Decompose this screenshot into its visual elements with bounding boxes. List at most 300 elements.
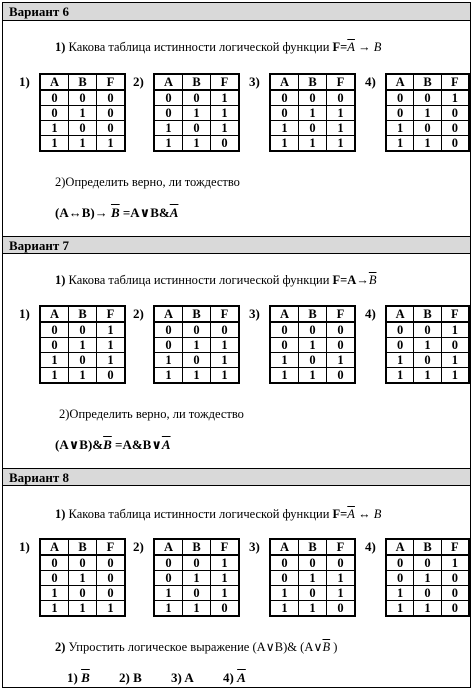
truth-table-cell: 0 xyxy=(154,106,183,121)
truth-table-cell: 1 xyxy=(386,586,414,601)
truth-table xyxy=(385,538,470,617)
truth-table-cell: 0 xyxy=(441,601,469,617)
truth-table-cell: 1 xyxy=(154,136,183,152)
v6-formula-over2: $\overline{A}$ xyxy=(169,205,179,220)
truth-table-cell: 0 xyxy=(211,601,240,617)
v8-question-1 xyxy=(55,507,381,522)
truth-table-cell: 1 xyxy=(40,601,69,617)
truth-table-cell: 0 xyxy=(270,322,299,338)
truth-table-cell: 1 xyxy=(211,571,240,586)
v6-q1-number: 1) xyxy=(55,40,66,54)
truth-table-row xyxy=(386,136,469,152)
truth-table-cell: 0 xyxy=(270,338,299,353)
truth-table-cell: 1 xyxy=(97,136,126,152)
truth-table-row xyxy=(270,106,355,121)
truth-table-header-cell: B xyxy=(183,306,211,322)
truth-table-cell: 1 xyxy=(154,601,183,617)
v8-answer-3: 3) A xyxy=(171,670,194,685)
truth-table-label: 1) xyxy=(19,74,30,89)
truth-table-cell: 1 xyxy=(154,121,183,136)
truth-table-header-row xyxy=(270,306,355,322)
truth-table-cell: 0 xyxy=(299,322,327,338)
truth-table-row xyxy=(40,586,125,601)
truth-table-row xyxy=(154,586,239,601)
truth-table-cell: 1 xyxy=(154,353,183,368)
truth-table-label: 1) xyxy=(19,306,30,321)
truth-table-cell: 0 xyxy=(441,338,469,353)
truth-table-label: 2) xyxy=(133,539,144,554)
truth-table-cell: 0 xyxy=(69,90,97,106)
truth-table-header-cell: B xyxy=(299,306,327,322)
truth-table-row xyxy=(386,121,469,136)
truth-table-cell: 1 xyxy=(40,121,69,136)
truth-table-cell: 0 xyxy=(299,353,327,368)
v7-question-1 xyxy=(55,273,376,288)
truth-table-cell: 1 xyxy=(69,106,97,121)
v6-q1-func-op: → xyxy=(354,40,374,54)
truth-table-label: 3) xyxy=(249,74,260,89)
truth-table-cell: 1 xyxy=(441,353,469,368)
v8-answer-4: 4) $\overline{A}$ xyxy=(223,670,246,685)
truth-table xyxy=(269,305,356,384)
truth-table-cell: 1 xyxy=(211,368,240,384)
truth-table-cell: 0 xyxy=(414,322,441,338)
truth-table-row xyxy=(40,555,125,571)
truth-table-row xyxy=(270,136,355,152)
truth-table-cell: 0 xyxy=(441,106,469,121)
v6-formula-over1: $\overline{B}$ xyxy=(110,205,120,220)
truth-table-row xyxy=(154,353,239,368)
truth-table-row xyxy=(386,571,469,586)
truth-table-cell: 0 xyxy=(327,601,356,617)
v7-identity-formula xyxy=(55,437,171,453)
truth-table-cell: 0 xyxy=(414,353,441,368)
truth-table-cell: 1 xyxy=(441,90,469,106)
truth-table-header-row xyxy=(154,306,239,322)
v8-q2-tail: ) xyxy=(330,640,338,654)
v8-answer-2: 2) B xyxy=(119,670,142,685)
truth-table-cell: 1 xyxy=(299,571,327,586)
truth-table-row xyxy=(40,353,125,368)
truth-table-cell: 0 xyxy=(327,368,356,384)
truth-table-cell: 0 xyxy=(414,90,441,106)
truth-table-cell: 1 xyxy=(327,571,356,586)
truth-table-cell: 1 xyxy=(211,353,240,368)
truth-table xyxy=(39,305,126,384)
truth-table-cell: 0 xyxy=(386,90,414,106)
truth-table-cell: 1 xyxy=(97,322,126,338)
truth-table-cell: 1 xyxy=(414,338,441,353)
v8-q1-number: 1) xyxy=(55,507,66,521)
truth-table-cell: 0 xyxy=(183,555,211,571)
v7-question-2: 2)Определить верно, ли тождество xyxy=(59,407,244,421)
truth-table-row xyxy=(40,106,125,121)
truth-table-row xyxy=(154,368,239,384)
v8-q2-number: 2) xyxy=(55,640,66,654)
truth-table-cell: 1 xyxy=(327,106,356,121)
v6-formula-mid: =A∨B& xyxy=(119,205,170,220)
truth-table-cell: 1 xyxy=(211,106,240,121)
truth-table-row xyxy=(40,571,125,586)
truth-table xyxy=(39,538,126,617)
truth-table-cell: 0 xyxy=(154,555,183,571)
truth-table-header-cell: A xyxy=(386,306,414,322)
truth-table-header-cell: F xyxy=(97,74,126,90)
truth-table-row xyxy=(386,322,469,338)
truth-table-row xyxy=(154,338,239,353)
truth-table-cell: 0 xyxy=(183,322,211,338)
truth-table-cell: 1 xyxy=(441,368,469,384)
v8-q1-text: Какова таблица истинности логической функции xyxy=(65,507,333,521)
truth-table-header-row xyxy=(40,74,125,90)
truth-table-cell: 1 xyxy=(40,586,69,601)
truth-table-cell: 1 xyxy=(69,571,97,586)
truth-table-cell: 0 xyxy=(183,353,211,368)
truth-table-cell: 1 xyxy=(327,136,356,152)
truth-table-cell: 0 xyxy=(270,106,299,121)
truth-table xyxy=(385,305,470,384)
v8-q1-func-tail: B xyxy=(373,507,382,521)
truth-table-header-cell: A xyxy=(154,539,183,555)
truth-table-header-cell: B xyxy=(69,306,97,322)
truth-table-cell: 1 xyxy=(211,90,240,106)
truth-table-cell: 1 xyxy=(299,106,327,121)
truth-table-label: 3) xyxy=(249,306,260,321)
truth-table-cell: 1 xyxy=(386,601,414,617)
truth-table-row xyxy=(40,322,125,338)
truth-table-cell: 0 xyxy=(40,90,69,106)
truth-table-cell: 0 xyxy=(40,555,69,571)
truth-table-cell: 0 xyxy=(270,555,299,571)
truth-table-header-cell: F xyxy=(211,306,240,322)
truth-table-cell: 0 xyxy=(154,90,183,106)
truth-table-cell: 0 xyxy=(97,90,126,106)
truth-table-row xyxy=(40,338,125,353)
truth-table-cell: 0 xyxy=(97,555,126,571)
truth-table-cell: 0 xyxy=(69,322,97,338)
truth-table-header-cell: B xyxy=(69,539,97,555)
truth-table-header-row xyxy=(154,539,239,555)
truth-table-label: 2) xyxy=(133,306,144,321)
truth-table-row xyxy=(270,586,355,601)
truth-table-label: 4) xyxy=(365,306,376,321)
truth-table-cell: 1 xyxy=(299,338,327,353)
truth-table-cell: 0 xyxy=(386,571,414,586)
truth-table-cell: 1 xyxy=(327,353,356,368)
truth-table-cell: 0 xyxy=(327,90,356,106)
truth-table-cell: 1 xyxy=(183,601,211,617)
truth-table-row xyxy=(154,601,239,617)
truth-table-cell: 0 xyxy=(183,121,211,136)
v7-formula-mid: =A&B∨ xyxy=(111,437,162,452)
truth-table-header-row xyxy=(386,306,469,322)
truth-table-cell: 1 xyxy=(270,353,299,368)
truth-table-header-cell: F xyxy=(327,74,356,90)
truth-table-cell: 1 xyxy=(211,586,240,601)
truth-table-cell: 0 xyxy=(97,586,126,601)
truth-table-cell: 0 xyxy=(211,322,240,338)
truth-table-cell: 0 xyxy=(40,322,69,338)
truth-table-cell: 1 xyxy=(69,338,97,353)
truth-table-header-row xyxy=(270,539,355,555)
variant-6-header: Вариант 6 xyxy=(3,3,470,21)
truth-table-header-cell: B xyxy=(299,539,327,555)
v6-q1-func-tail: B xyxy=(373,40,382,54)
truth-table-header-row xyxy=(40,539,125,555)
truth-table-row xyxy=(154,571,239,586)
v7-formula-over1: $\overline{B}$ xyxy=(103,437,112,452)
truth-table-cell: 0 xyxy=(386,338,414,353)
v6-identity-formula xyxy=(55,205,178,221)
v8-q1-func-overline: $\overline{A}$ xyxy=(347,507,355,521)
truth-table-row xyxy=(386,353,469,368)
truth-table-row xyxy=(270,368,355,384)
truth-table-cell: 1 xyxy=(386,136,414,152)
truth-table-cell: 1 xyxy=(40,353,69,368)
truth-table-row xyxy=(270,322,355,338)
truth-table-header-cell: F xyxy=(327,306,356,322)
truth-table-cell: 1 xyxy=(414,106,441,121)
truth-table-row xyxy=(386,555,469,571)
truth-table-cell: 0 xyxy=(441,121,469,136)
truth-table-cell: 0 xyxy=(40,338,69,353)
truth-table-cell: 0 xyxy=(270,90,299,106)
truth-table-cell: 0 xyxy=(299,555,327,571)
truth-table-cell: 0 xyxy=(441,586,469,601)
truth-table-cell: 1 xyxy=(270,601,299,617)
truth-table-cell: 0 xyxy=(69,353,97,368)
truth-table-row xyxy=(270,571,355,586)
truth-table-header-cell: B xyxy=(183,539,211,555)
truth-table-row xyxy=(154,121,239,136)
truth-table xyxy=(39,73,126,152)
truth-table-cell: 0 xyxy=(69,555,97,571)
truth-table-cell: 0 xyxy=(183,586,211,601)
truth-table-cell: 1 xyxy=(183,338,211,353)
truth-table-cell: 1 xyxy=(441,555,469,571)
truth-table-header-cell: A xyxy=(154,306,183,322)
truth-table-label: 4) xyxy=(365,74,376,89)
truth-table-header-cell: A xyxy=(40,74,69,90)
truth-table-cell: 1 xyxy=(183,106,211,121)
truth-table-header-cell: B xyxy=(69,74,97,90)
truth-table-cell: 1 xyxy=(327,586,356,601)
truth-table-header-cell: A xyxy=(40,306,69,322)
truth-table-header-row xyxy=(40,306,125,322)
truth-table xyxy=(153,538,240,617)
truth-table-cell: 1 xyxy=(386,353,414,368)
truth-table-row xyxy=(154,106,239,121)
v8-answer-options xyxy=(67,670,272,686)
v8-q1-func-prefix: F= xyxy=(332,507,348,521)
truth-table-cell: 0 xyxy=(154,338,183,353)
truth-table-cell: 0 xyxy=(97,368,126,384)
truth-table-cell: 0 xyxy=(154,322,183,338)
truth-table-row xyxy=(270,601,355,617)
truth-table-cell: 0 xyxy=(327,338,356,353)
truth-table xyxy=(385,73,470,152)
truth-table xyxy=(269,73,356,152)
truth-table-header-cell: A xyxy=(270,539,299,555)
variant-8-header: Вариант 8 xyxy=(3,468,470,486)
v6-q1-func-prefix: F= xyxy=(332,40,348,54)
truth-table-row xyxy=(270,121,355,136)
v7-q1-func-prefix: F=A→ xyxy=(332,273,369,287)
truth-table-cell: 0 xyxy=(441,136,469,152)
truth-table-cell: 0 xyxy=(327,555,356,571)
truth-table xyxy=(153,73,240,152)
v6-question-2: 2)Определить верно, ли тождество xyxy=(55,175,240,189)
truth-table-row xyxy=(270,338,355,353)
truth-table-cell: 0 xyxy=(414,121,441,136)
v7-q1-text: Какова таблица истинности логической функции xyxy=(65,273,333,287)
truth-table-cell: 0 xyxy=(386,106,414,121)
truth-table-row xyxy=(154,322,239,338)
v6-q1-text: Какова таблица истинности логической функции xyxy=(65,40,333,54)
truth-table-cell: 1 xyxy=(386,368,414,384)
truth-table-cell: 1 xyxy=(211,338,240,353)
truth-table-header-cell: A xyxy=(270,74,299,90)
truth-table-header-cell: B xyxy=(299,74,327,90)
truth-table-cell: 0 xyxy=(40,571,69,586)
truth-table-header-cell: F xyxy=(441,539,469,555)
truth-table-header-cell: A xyxy=(154,74,183,90)
truth-table-cell: 1 xyxy=(40,368,69,384)
truth-table-cell: 1 xyxy=(414,601,441,617)
truth-table-header-cell: B xyxy=(183,74,211,90)
v8-q1-func-op: ↔ xyxy=(354,507,374,521)
v8-question-2 xyxy=(55,639,337,655)
truth-table-header-cell: B xyxy=(414,539,441,555)
truth-table-row xyxy=(40,136,125,152)
truth-table-row xyxy=(386,601,469,617)
truth-table-cell: 0 xyxy=(97,121,126,136)
truth-table-cell: 0 xyxy=(299,121,327,136)
truth-table-header-row xyxy=(386,74,469,90)
truth-table-cell: 0 xyxy=(441,571,469,586)
v8-q2-text: Упростить логическое выражение (A∨B)& (A∨ xyxy=(65,640,323,654)
truth-table-cell: 1 xyxy=(270,586,299,601)
truth-table-cell: 1 xyxy=(386,121,414,136)
truth-table-row xyxy=(270,555,355,571)
truth-table-header-cell: B xyxy=(414,74,441,90)
truth-table-header-cell: F xyxy=(97,539,126,555)
truth-table-cell: 1 xyxy=(69,368,97,384)
truth-table-cell: 0 xyxy=(386,555,414,571)
truth-table-row xyxy=(154,136,239,152)
truth-table-cell: 1 xyxy=(154,368,183,384)
truth-table-label: 4) xyxy=(365,539,376,554)
truth-table-header-cell: F xyxy=(327,539,356,555)
truth-table-cell: 1 xyxy=(270,368,299,384)
truth-table-label: 3) xyxy=(249,539,260,554)
truth-table-cell: 0 xyxy=(270,571,299,586)
truth-table-row xyxy=(386,106,469,121)
truth-table-cell: 1 xyxy=(299,601,327,617)
truth-table-header-row xyxy=(270,74,355,90)
truth-table-cell: 0 xyxy=(69,121,97,136)
truth-table-cell: 0 xyxy=(414,555,441,571)
truth-table-row xyxy=(386,90,469,106)
truth-table-cell: 1 xyxy=(97,338,126,353)
v7-formula-pre: (A∨B)& xyxy=(55,437,104,452)
truth-table-row xyxy=(154,90,239,106)
v7-formula-over2: $\overline{A}$ xyxy=(161,437,171,452)
truth-table-label: 1) xyxy=(19,539,30,554)
truth-table xyxy=(153,305,240,384)
truth-table-header-cell: F xyxy=(441,74,469,90)
truth-table-cell: 0 xyxy=(414,586,441,601)
truth-table-cell: 1 xyxy=(97,601,126,617)
truth-table-cell: 0 xyxy=(154,571,183,586)
truth-table-header-cell: A xyxy=(40,539,69,555)
truth-table-row xyxy=(40,90,125,106)
truth-table-cell: 1 xyxy=(327,121,356,136)
truth-table-row xyxy=(386,368,469,384)
v6-formula-pre: (A↔B)→ xyxy=(55,205,111,220)
truth-table-cell: 1 xyxy=(299,368,327,384)
truth-table-header-cell: F xyxy=(97,306,126,322)
truth-table-row xyxy=(270,353,355,368)
v8-q2-overline: $\overline{B}$ xyxy=(322,640,331,654)
truth-table-cell: 1 xyxy=(183,368,211,384)
truth-table-cell: 0 xyxy=(211,136,240,152)
truth-table-header-cell: F xyxy=(441,306,469,322)
truth-table-cell: 1 xyxy=(270,136,299,152)
truth-table-row xyxy=(40,121,125,136)
truth-table-label: 2) xyxy=(133,74,144,89)
v6-q1-func-overline: $\overline{A}$ xyxy=(347,40,355,54)
truth-table-cell: 1 xyxy=(414,368,441,384)
truth-table-header-row xyxy=(154,74,239,90)
truth-table-header-row xyxy=(386,539,469,555)
truth-table-cell: 1 xyxy=(69,601,97,617)
truth-table-header-cell: A xyxy=(270,306,299,322)
truth-table-header-cell: A xyxy=(386,539,414,555)
truth-table-cell: 1 xyxy=(211,121,240,136)
truth-table-cell: 1 xyxy=(183,571,211,586)
truth-table-cell: 0 xyxy=(69,586,97,601)
truth-table-row xyxy=(40,368,125,384)
truth-table-row xyxy=(154,555,239,571)
truth-table-row xyxy=(386,586,469,601)
truth-table xyxy=(269,538,356,617)
truth-table-cell: 0 xyxy=(40,106,69,121)
truth-table-cell: 1 xyxy=(69,136,97,152)
truth-table-header-cell: F xyxy=(211,74,240,90)
v7-q1-func-overline: $\overline{B}$ xyxy=(368,273,377,287)
truth-table-cell: 1 xyxy=(299,136,327,152)
truth-table-cell: 1 xyxy=(183,136,211,152)
truth-table-cell: 1 xyxy=(414,136,441,152)
truth-table-cell: 1 xyxy=(154,586,183,601)
truth-table-cell: 0 xyxy=(299,90,327,106)
truth-table-header-cell: A xyxy=(386,74,414,90)
worksheet-page xyxy=(2,2,471,688)
truth-table-cell: 0 xyxy=(183,90,211,106)
truth-table-header-cell: B xyxy=(414,306,441,322)
v6-question-1 xyxy=(55,40,381,55)
truth-table-cell: 0 xyxy=(97,106,126,121)
truth-table-row xyxy=(40,601,125,617)
truth-table-header-cell: F xyxy=(211,539,240,555)
truth-table-cell: 0 xyxy=(327,322,356,338)
v8-answer-1: 1) $\overline{B}$ xyxy=(67,670,90,685)
v7-q1-number: 1) xyxy=(55,273,66,287)
truth-table-cell: 1 xyxy=(97,353,126,368)
truth-table-cell: 1 xyxy=(270,121,299,136)
truth-table-row xyxy=(270,90,355,106)
